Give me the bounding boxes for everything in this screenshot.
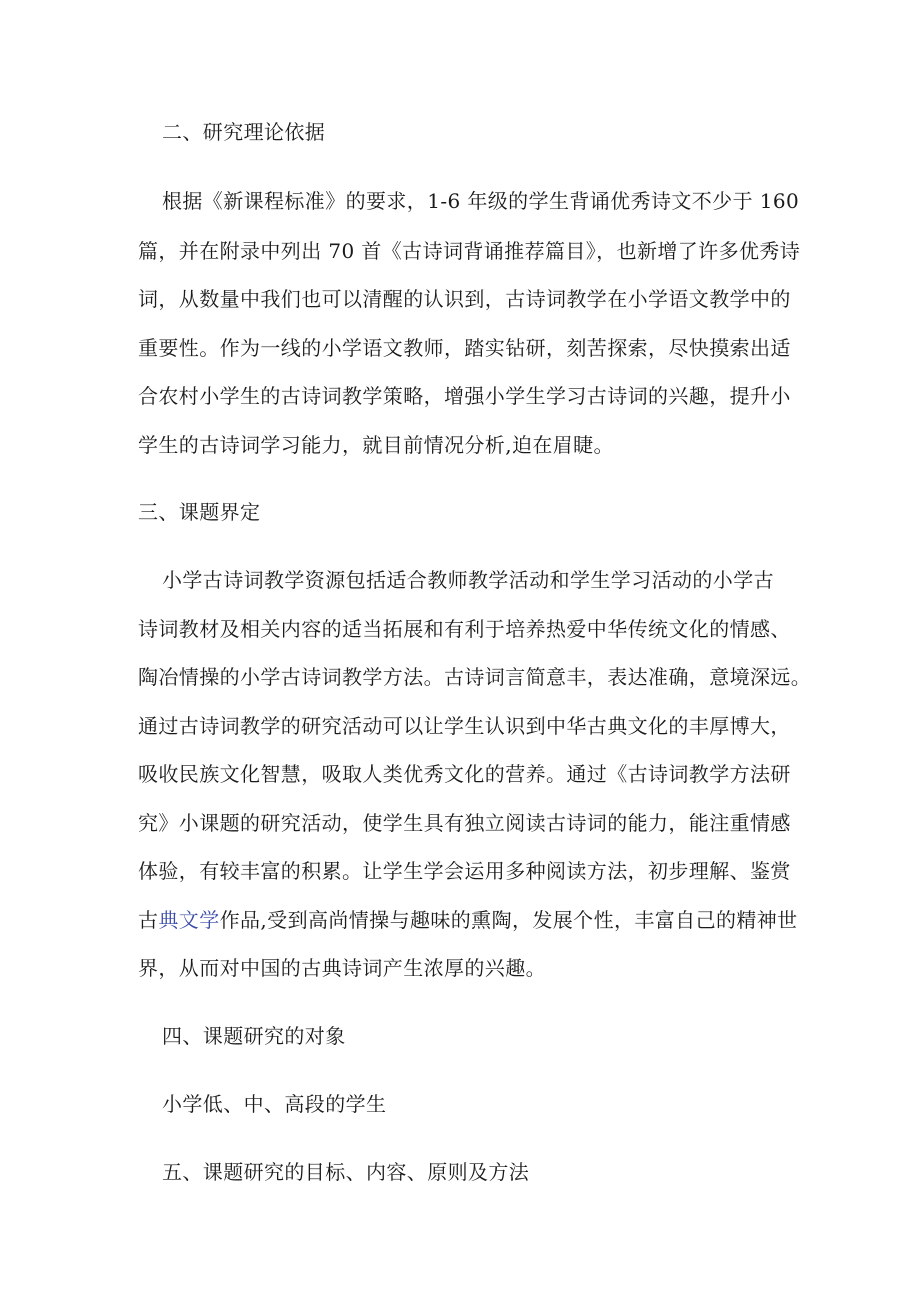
paragraph-line: 小学古诗词教学资源包括适合教师教学活动和学生学习活动的小学古: [162, 568, 774, 592]
classical-literature-link[interactable]: 典文学: [158, 908, 220, 932]
section-heading-4: 四、课题研究的对象: [162, 1024, 346, 1048]
section-heading-2: 二、研究理论依据: [162, 120, 326, 144]
paragraph-line: 究》小课题的研究活动，使学生具有独立阅读古诗词的能力，能注重情感: [138, 811, 791, 835]
line-prefix: 古: [138, 908, 159, 932]
paragraph-line: 学生的古诗词学习能力，就目前情况分析,迫在眉睫。: [138, 433, 614, 457]
paragraph-line: 通过古诗词教学的研究活动可以让学生认识到中华古典文化的丰厚博大，: [138, 714, 791, 738]
paragraph-line: 体验，有较丰富的积累。让学生学会运用多种阅读方法，初步理解、鉴赏: [138, 859, 791, 883]
paragraph-line: 重要性。作为一线的小学语文教师，踏实钻研，刻苦探索，尽快摸索出适: [138, 336, 791, 360]
paragraph-line: 界，从而对中国的古典诗词产生浓厚的兴趣。: [138, 956, 546, 980]
line-suffix: 作品,受到高尚情操与趣味的熏陶，发展个性，丰富自己的精神世: [219, 908, 798, 932]
paragraph-line: 词，从数量中我们也可以清醒的认识到，古诗词教学在小学语文教学中的: [138, 287, 791, 311]
paragraph-line: 根据《新课程标准》的要求，1-6 年级的学生背诵优秀诗文不少于 160: [162, 189, 800, 213]
paragraph-line: [138, 908, 798, 932]
paragraph-line: 合农村小学生的古诗词教学策略，增强小学生学习古诗词的兴趣，提升小: [138, 384, 791, 408]
paragraph-line: 诗词教材及相关内容的适当拓展和有利于培养热爱中华传统文化的情感、: [138, 617, 791, 641]
paragraph-line: 陶冶情操的小学古诗词教学方法。古诗词言简意丰，表达准确，意境深远。: [138, 665, 812, 689]
section-heading-3: 三、课题界定: [138, 500, 261, 524]
research-object-text: 小学低、中、高段的学生: [162, 1092, 387, 1116]
paragraph-line: 吸收民族文化智慧，吸取人类优秀文化的营养。通过《古诗词教学方法研: [138, 762, 791, 786]
section-heading-5: 五、课题研究的目标、内容、原则及方法: [162, 1160, 530, 1184]
paragraph-line: 篇，并在附录中列出 70 首《古诗词背诵推荐篇目》，也新增了许多优秀诗: [138, 239, 801, 263]
